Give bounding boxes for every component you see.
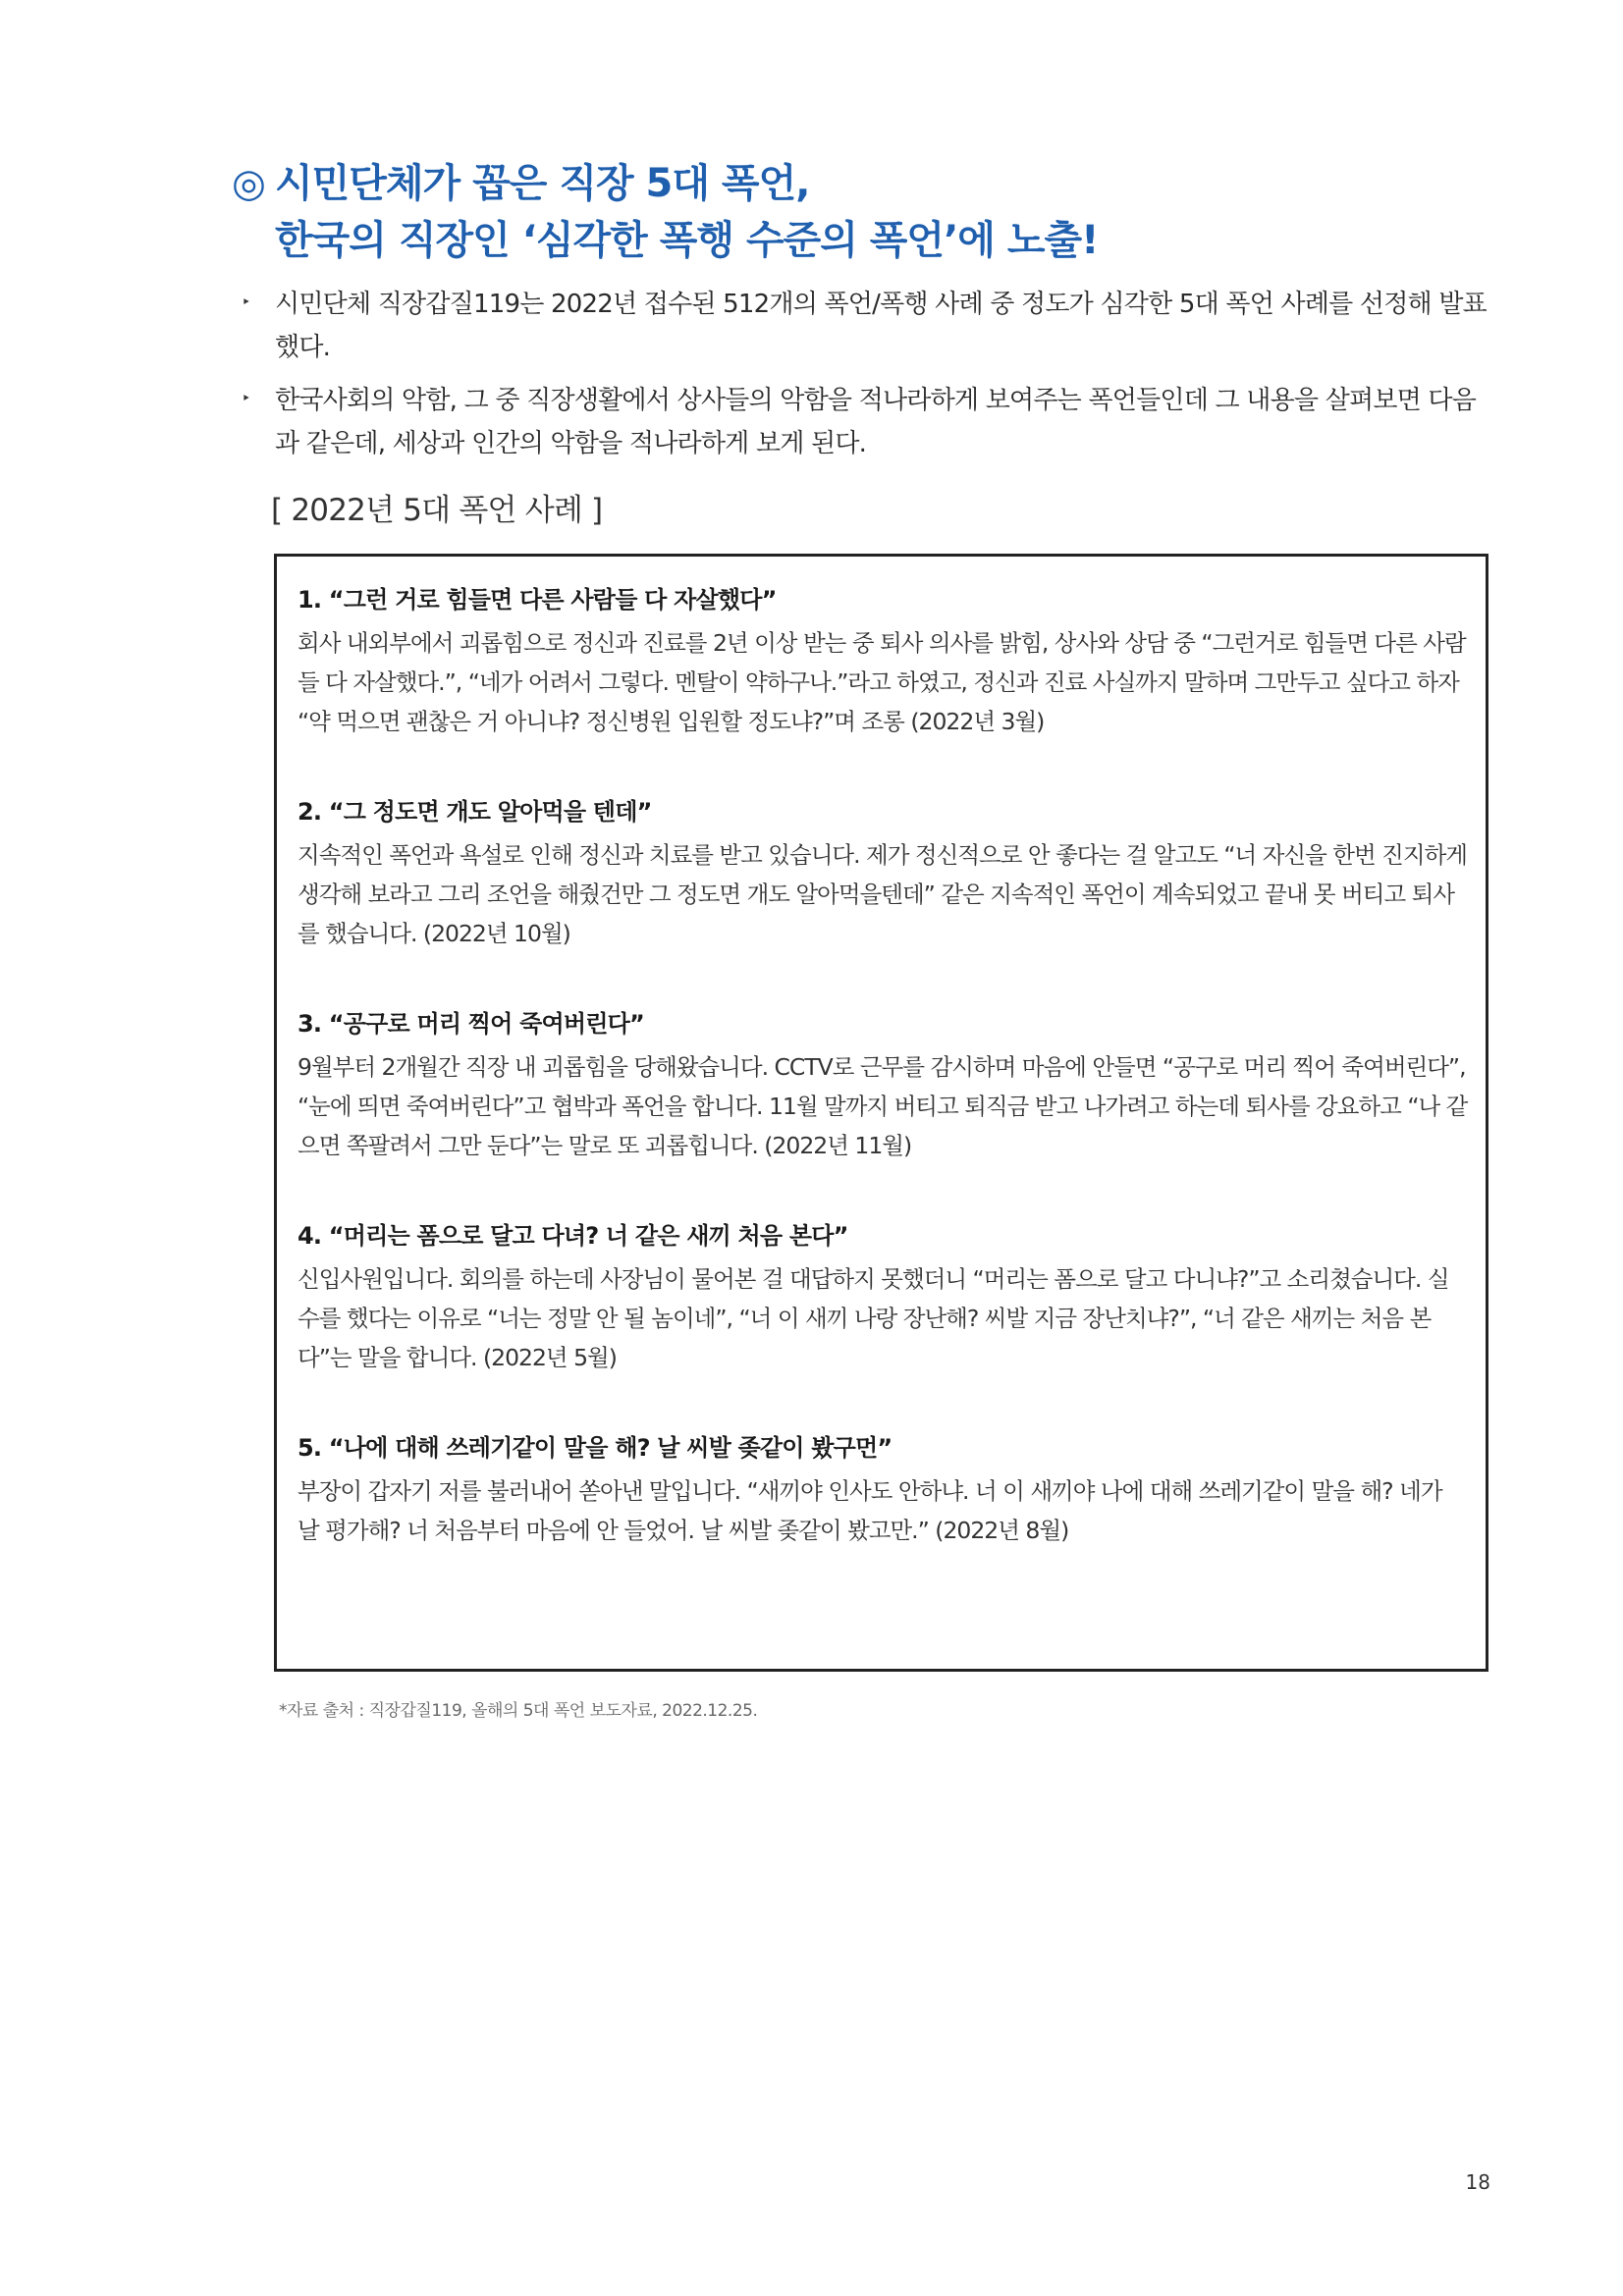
- section-heading: [232, 155, 1508, 269]
- case-title: 3. “공구로 머리 찍어 죽여버린다”: [298, 1010, 644, 1038]
- case-body: 부장이 갑자기 저를 불러내어 쏟아낸 말입니다. “새끼야 인사도 안하냐. 너 이 새끼야 나에 대해 쓰레기같이 말을 해? 네가 날 평가해? 너 처음부터 마음에 안 들었어. 날 씨발 좆같이 봤고만.” (2022년 8월): [298, 1477, 1442, 1544]
- case-box-title: [ 2022년 5대 폭언 사례 ]: [271, 493, 603, 528]
- summary-bullet: [240, 283, 1487, 369]
- case-item: [298, 580, 1468, 741]
- case-item: [298, 1216, 1468, 1377]
- page-number: 18: [1465, 2170, 1490, 2194]
- source-note: *자료 출처 : 직장갑질119, 올해의 5대 폭언 보도자료, 2022.12.25.: [279, 1701, 758, 1721]
- case-body: 지속적인 폭언과 욕설로 인해 정신과 치료를 받고 있습니다. 제가 정신적으로 안 좋다는 걸 알고도 “너 자신을 한번 진지하게 생각해 보라고 그리 조언을 해줬건만 그 정도면 개도 알아먹을텐데” 같은 지속적인 폭언이 계속되었고 끝내 못 버티고 퇴사를 했습니다. (2022년 10월): [298, 841, 1467, 947]
- case-title: 5. “나에 대해 쓰레기같이 말을 해? 날 씨발 좆같이 봤구먼”: [298, 1434, 893, 1462]
- heading-text-1: 시민단체가 꼽은 직장 5대 폭언,: [275, 161, 810, 206]
- summary-bullet: [240, 379, 1487, 465]
- case-title: 1. “그런 거로 힘들면 다른 사람들 다 자살했다”: [298, 586, 777, 614]
- case-title: 2. “그 정도면 개도 알아먹을 텐데”: [298, 798, 652, 826]
- case-body: 신입사원입니다. 회의를 하는데 사장님이 물어본 걸 대답하지 못했더니 “머리는 폼으로 달고 다니냐?”고 소리쳤습니다. 실수를 했다는 이유로 “너는 정말 안 될 놈이네”, “너 이 새끼 나랑 장난해? 씨발 지금 장난치냐?”, “너 같은 새끼는 처음 본다”는 말을 합니다. (2022년 5월): [298, 1265, 1449, 1371]
- case-body: 회사 내외부에서 괴롭힘으로 정신과 진료를 2년 이상 받는 중 퇴사 의사를 밝힘, 상사와 상담 중 “그런거로 힘들면 다른 사람들 다 자살했다.”, “네가 어려서 그렇다. 멘탈이 약하구나.”라고 하였고, 정신과 진료 사실까지 말하며 그만두고 싶다고 하자 “약 먹으면 괜찮은 거 아니냐? 정신병원 입원할 정도냐?”며 조롱 (2022년 3월): [298, 629, 1466, 735]
- heading-line-2: 한국의 직장인 ‘심각한 폭행 수준의 폭언’에 노출!: [275, 218, 1099, 263]
- heading-line-1: [232, 155, 1508, 212]
- triangle-bullet-icon: ‣: [242, 293, 250, 311]
- summary-bullet-text: 시민단체 직장갑질119는 2022년 접수된 512개의 폭언/폭행 사례 중 정도가 심각한 5대 폭언 사례를 선정해 발표했다.: [275, 290, 1487, 362]
- summary-bullet-text: 한국사회의 악함, 그 중 직장생활에서 상사들의 악함을 적나라하게 보여주는 폭언들인데 그 내용을 살펴보면 다음과 같은데, 세상과 인간의 악함을 적나라하게 보게 된다.: [275, 386, 1477, 458]
- case-title: 4. “머리는 폼으로 달고 다녀? 너 같은 새끼 처음 본다”: [298, 1222, 848, 1250]
- summary-bullet-list: [240, 283, 1487, 475]
- case-box: [274, 554, 1488, 1672]
- triangle-bullet-icon: ‣: [242, 389, 250, 407]
- double-circle-icon: ◎: [232, 161, 265, 206]
- case-body: 9월부터 2개월간 직장 내 괴롭힘을 당해왔습니다. CCTV로 근무를 감시하며 마음에 안들면 “공구로 머리 찍어 죽여버린다”, “눈에 띄면 죽여버린다”고 협박과 폭언을 합니다. 11월 말까지 버티고 퇴직금 받고 나가려고 하는데 퇴사를 강요하고 “나 같으면 쪽팔려서 그만 둔다”는 말로 또 괴롭힙니다. (2022년 11월): [298, 1053, 1468, 1159]
- case-item: [298, 1428, 1468, 1550]
- case-item: [298, 1004, 1468, 1165]
- case-item: [298, 792, 1468, 953]
